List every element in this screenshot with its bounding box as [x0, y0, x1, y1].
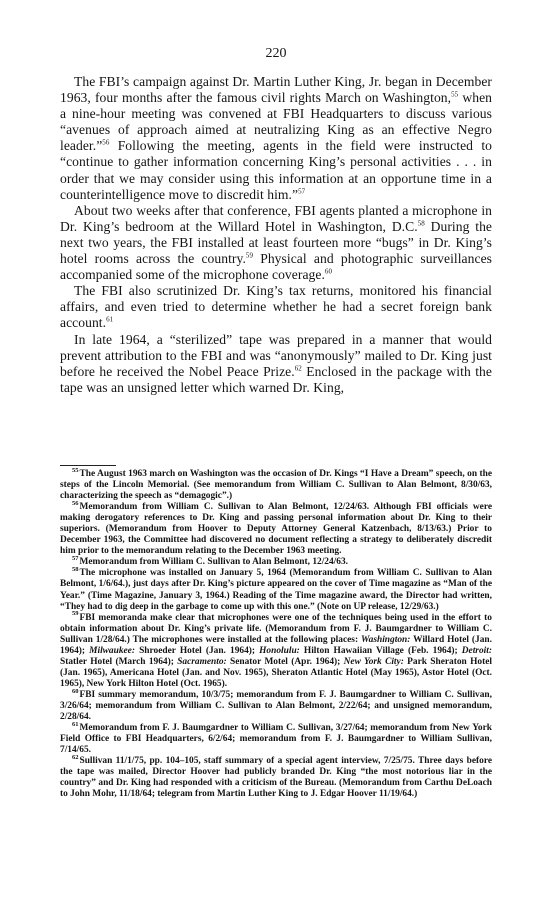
text-run: During the next two years, the FBI installed at least fourteen more “bugs” in Dr. King’s hotel rooms across the country. [60, 218, 492, 267]
text-run: The August 1963 march on Washington was the occasion of Dr. Kings “I Have a Dream” speech, on the steps of the Lincoln Memorial. (See memorandum from William C. Sullivan to Alan Belmont, 8/30/63, characterizing the speech as “demagogic”.) [60, 469, 492, 502]
footnote-reference: 56 [102, 138, 110, 147]
body-text [60, 74, 492, 396]
text-run: Memorandum from William C. Sullivan to Alan Belmont, 12/24/63. [79, 557, 349, 568]
page-number: 220 [265, 46, 287, 61]
italic-place-name: Milwaukee: [89, 645, 135, 656]
text-run: Shroeder Hotel (Jan. 1964); [134, 645, 260, 656]
footnote-marker: 57 [72, 555, 79, 563]
text-run: Statler Hotel (March 1964); [60, 656, 178, 667]
text-run: About two weeks after that conference, FBI agents planted a microphone in Dr. King’s bedroom at the Willard Hotel in Washington, D.C. [60, 202, 492, 234]
body-paragraph [60, 203, 492, 283]
text-run: Hilton Hawaiian Village (Feb. 1964); [299, 645, 462, 656]
footnote-marker: 62 [72, 754, 79, 762]
footnote-reference: 61 [106, 315, 114, 324]
footnote-reference: 60 [324, 267, 333, 276]
footnote-divider [60, 465, 116, 466]
footnote-reference: 59 [245, 251, 254, 260]
footnote-marker: 61 [72, 720, 79, 728]
footnote-reference: 55 [451, 90, 459, 99]
text-run: Memorandum from F. J. Baumgardner to William C. Sullivan, 3/27/64; memorandum from New York Field Office to FBI Headquarters, 6/2/64; memorandum from F. J. Baumgardner to William Sullivan, 7/14/65. [60, 723, 492, 756]
italic-place-name: Detroit: [461, 645, 492, 656]
italic-place-name: Washington: [361, 634, 411, 645]
footnote [60, 557, 492, 568]
text-run: Willard Hotel (Jan. 1964); [60, 634, 492, 656]
footnote-marker: 59 [72, 610, 79, 618]
italic-place-name: New York City: [343, 656, 404, 667]
footnote [60, 502, 492, 557]
body-paragraph [60, 74, 492, 203]
text-run: FBI memoranda make clear that microphones were one of the techniques being used in the effort to obtain information about Dr. King’s private life. (Memorandum from F. J. Baumgardner to William C. Sullivan 1/28/64.) The microphones were installed at the following places: [60, 612, 492, 645]
footnote-reference: 57 [298, 187, 306, 196]
footnote-marker: 56 [72, 500, 79, 508]
text-run: Park Sheraton Hotel (Jan. 1965), Americana Hotel (Jan. and Nov. 1965), Sheraton Atlantic Hotel (May 1965), Astor Hotel (Oct. 1965), New York Hilton Hotel (Oct. 1965). [60, 656, 492, 689]
text-run: when a nine-hour meeting was convened at FBI Headquarters to discuss various “avenues of approach aimed at neutralizing King as an effective Negro leader.” [60, 90, 493, 154]
footnote-reference: 62 [294, 364, 302, 373]
footnote [60, 756, 492, 800]
text-run: The FBI also scrutinized Dr. King’s tax returns, monitored his financial affairs, and even tried to determine whether he had a secret foreign bank account. [60, 283, 492, 331]
footnote-marker: 58 [72, 566, 79, 574]
footnote-reference: 58 [417, 219, 425, 228]
text-run: FBI summary memorandum, 10/3/75; memorandum from F. J. Baumgardner to William C. Sullivan, 3/26/64; memorandum from William C. Sullivan to Alan Belmont, 2/22/64; and unsigned memorandum, 2/28/64. [60, 689, 492, 723]
text-run: In late 1964, a “sterilized” tape was prepared in a manner that would prevent attribution to the FBI and was “anonymously” mailed to Dr. King just before he received the Nobel Peace Prize. [60, 331, 492, 379]
footnote-marker: 55 [72, 466, 79, 474]
body-paragraph [60, 332, 492, 396]
footnote [60, 610, 492, 690]
text-run: Memorandum from William C. Sullivan to Alan Belmont, 12/24/63. Although FBI officials were making derogatory references to Dr. King and passing personal information about Dr. King to their superiors. (Memorandum from Hoover to Deputy Attorney General Katzenbach, 8/13/63.) Prior to December 1963, the Committee had discovered no document reflecting a strategy to deliberately discredit him prior to the memorandum relating to the December 1963 meeting. [60, 502, 492, 557]
text-run: Sullivan 11/1/75, pp. 104–105, staff summary of a special agent interview, 7/25/75. Three days before the tape was mailed, Director Hoover had publicly branded Dr. King “the most notorious liar in the country” and Dr. King had responded with a criticism of the Bureau. (Memorandum from Carthu DeLoach to John Mohr, 11/18/64; telegram from Martin Luther King to J. Edgar Hoover 11/19/64.) [60, 756, 492, 800]
footnote [60, 568, 492, 612]
footnote [60, 466, 492, 502]
body-paragraph [60, 283, 492, 331]
text-run: The FBI’s campaign against Dr. Martin Luther King, Jr. began in December 1963, four months after the famous civil rights March on Washington, [60, 74, 492, 106]
text-run: Physical and photographic surveillances accompanied some of the microphone coverage. [60, 251, 492, 283]
italic-place-name: Honolulu: [259, 645, 300, 656]
italic-place-name: Sacramento: [177, 656, 227, 667]
text-run: Following the meeting, agents in the field were instructed to “continue to gather information concerning King’s personal activities . . . in order that we may consider using this information at an opportune time in a counterintelligence move to discredit him.” [60, 138, 492, 202]
text-run: Senator Motel (Apr. 1964); [226, 656, 344, 667]
text-run: Enclosed in the package with the tape was an unsigned letter which warned Dr. King, [60, 363, 492, 395]
text-run: The microphone was installed on January 5, 1964 (Memorandum from William C. Sullivan to Alan Belmont, 1/6/64.), just days after Dr. King’s picture appeared on the cover of Time magazine as “Man of the Year.” (Time Magazine, January 3, 1964.) Reading of the Time magazine award, the Director had written, “They had to dig deep in the garbage to come up with this one.” (Note on UP release, 12/29/63.) [60, 568, 492, 612]
footnote [60, 720, 492, 756]
footnote [60, 687, 492, 723]
footnotes [60, 466, 492, 800]
footnote-marker: 60 [72, 687, 79, 695]
